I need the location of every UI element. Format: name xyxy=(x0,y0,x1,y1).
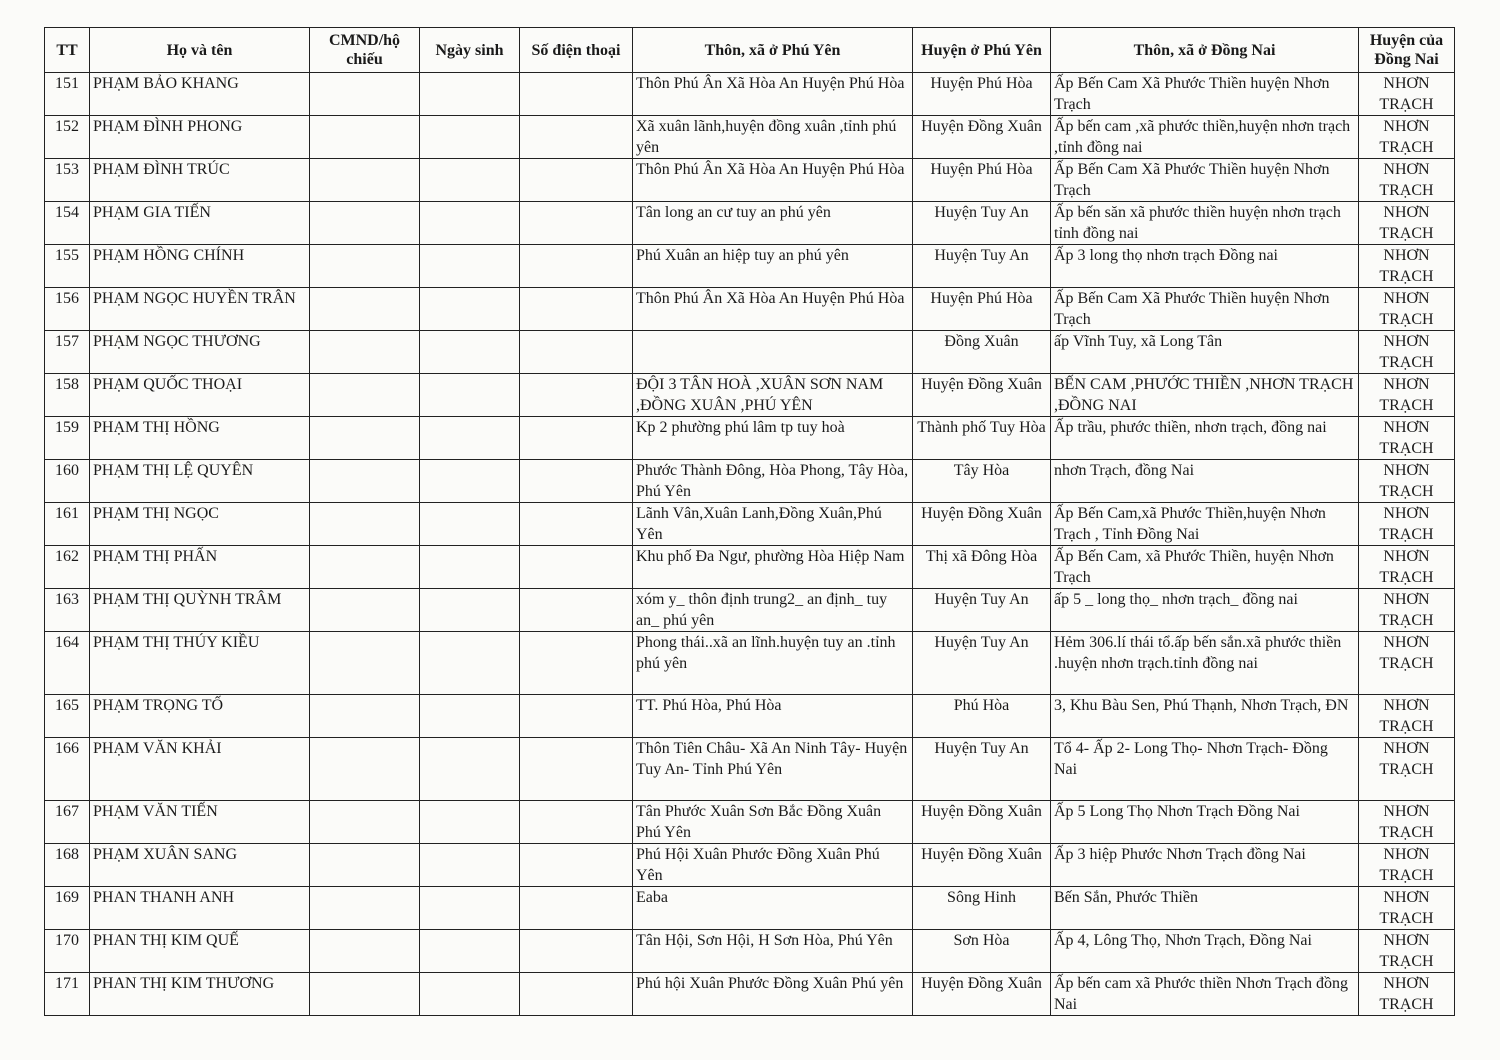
cell-phone-redacted xyxy=(520,887,633,930)
cell-tt: 171 xyxy=(45,973,90,1016)
header-py-address: Thôn, xã ở Phú Yên xyxy=(633,28,913,73)
cell-id-redacted xyxy=(310,546,420,589)
table-row xyxy=(45,844,1455,887)
table-row xyxy=(45,589,1455,632)
cell-phone-redacted xyxy=(520,844,633,887)
cell-tt: 161 xyxy=(45,503,90,546)
cell-py-address: Phước Thành Đông, Hòa Phong, Tây Hòa, Phú Yên xyxy=(633,460,913,503)
cell-dn-district: NHƠN TRẠCH xyxy=(1359,374,1455,417)
cell-phone-redacted xyxy=(520,331,633,374)
cell-phone-redacted xyxy=(520,503,633,546)
cell-dn-district: NHƠN TRẠCH xyxy=(1359,331,1455,374)
cell-name: PHẠM THỊ HỒNG xyxy=(90,417,310,460)
cell-dob-redacted xyxy=(420,738,520,801)
cell-name: PHẠM GIA TIẾN xyxy=(90,202,310,245)
cell-dn-address: Ấp 5 Long Thọ Nhơn Trạch Đồng Nai xyxy=(1051,801,1359,844)
cell-name: PHẠM THỊ NGỌC xyxy=(90,503,310,546)
cell-py-address: Thôn Phú Ân Xã Hòa An Huyện Phú Hòa xyxy=(633,73,913,116)
table-row xyxy=(45,288,1455,331)
cell-dn-district: NHƠN TRẠCH xyxy=(1359,417,1455,460)
table-row xyxy=(45,930,1455,973)
cell-py-address: Thôn Phú Ân Xã Hòa An Huyện Phú Hòa xyxy=(633,159,913,202)
cell-py-district: Huyện Tuy An xyxy=(913,589,1051,632)
cell-dob-redacted xyxy=(420,632,520,695)
cell-id-redacted xyxy=(310,73,420,116)
cell-id-redacted xyxy=(310,374,420,417)
cell-py-address: Thôn Tiên Châu- Xã An Ninh Tây- Huyện Tuy An- Tỉnh Phú Yên xyxy=(633,738,913,801)
cell-dob-redacted xyxy=(420,930,520,973)
cell-phone-redacted xyxy=(520,695,633,738)
cell-phone-redacted xyxy=(520,738,633,801)
cell-dn-address: Hẻm 306.lí thái tổ.ấp bến sắn.xã phước thiền .huyện nhơn trạch.tỉnh đồng nai xyxy=(1051,632,1359,695)
cell-phone-redacted xyxy=(520,589,633,632)
table-row xyxy=(45,245,1455,288)
cell-dn-district: NHƠN TRẠCH xyxy=(1359,589,1455,632)
cell-dob-redacted xyxy=(420,973,520,1016)
cell-py-address: Eaba xyxy=(633,887,913,930)
header-tt: TT xyxy=(45,28,90,73)
cell-py-district: Huyện Tuy An xyxy=(913,632,1051,695)
cell-name: PHẠM VĂN TIẾN xyxy=(90,801,310,844)
cell-phone-redacted xyxy=(520,73,633,116)
cell-id-redacted xyxy=(310,288,420,331)
cell-tt: 153 xyxy=(45,159,90,202)
table-row xyxy=(45,632,1455,695)
cell-dob-redacted xyxy=(420,417,520,460)
cell-phone-redacted xyxy=(520,159,633,202)
cell-dn-district: NHƠN TRẠCH xyxy=(1359,844,1455,887)
cell-name: PHẠM THỊ PHẤN xyxy=(90,546,310,589)
cell-tt: 152 xyxy=(45,116,90,159)
cell-dob-redacted xyxy=(420,546,520,589)
cell-dob-redacted xyxy=(420,288,520,331)
cell-dn-district: NHƠN TRẠCH xyxy=(1359,546,1455,589)
cell-py-district: Sông Hinh xyxy=(913,887,1051,930)
cell-tt: 158 xyxy=(45,374,90,417)
cell-name: PHẠM THỊ THÚY KIỀU xyxy=(90,632,310,695)
cell-py-district: Đồng Xuân xyxy=(913,331,1051,374)
cell-dn-address: BẾN CAM ,PHƯỚC THIỀN ,NHƠN TRẠCH ,ĐỒNG NAI xyxy=(1051,374,1359,417)
cell-py-address: Phong thái..xã an lĩnh.huyện tuy an .tỉnh phú yên xyxy=(633,632,913,695)
cell-dn-address: Ấp 4, Lông Thọ, Nhơn Trạch, Đồng Nai xyxy=(1051,930,1359,973)
cell-phone-redacted xyxy=(520,930,633,973)
cell-dob-redacted xyxy=(420,460,520,503)
cell-id-redacted xyxy=(310,632,420,695)
cell-py-district: Huyện Phú Hòa xyxy=(913,288,1051,331)
cell-phone-redacted xyxy=(520,546,633,589)
cell-py-address: Tân Phước Xuân Sơn Bắc Đồng Xuân Phú Yên xyxy=(633,801,913,844)
cell-py-address: Phú hội Xuân Phước Đồng Xuân Phú yên xyxy=(633,973,913,1016)
cell-phone-redacted xyxy=(520,973,633,1016)
cell-name: PHAN THỊ KIM QUẾ xyxy=(90,930,310,973)
cell-py-district: Sơn Hòa xyxy=(913,930,1051,973)
cell-py-address: Lãnh Vân,Xuân Lanh,Đồng Xuân,Phú Yên xyxy=(633,503,913,546)
cell-id-redacted xyxy=(310,417,420,460)
cell-dn-address: 3, Khu Bàu Sen, Phú Thạnh, Nhơn Trạch, ĐN xyxy=(1051,695,1359,738)
cell-dn-address: Ấp bến cam ,xã phước thiền,huyện nhơn trạch ,tỉnh đồng nai xyxy=(1051,116,1359,159)
cell-dn-address: Ấp Bến Cam Xã Phước Thiền huyện Nhơn Trạch xyxy=(1051,288,1359,331)
cell-name: PHẠM THỊ LỆ QUYÊN xyxy=(90,460,310,503)
cell-phone-redacted xyxy=(520,288,633,331)
table-header xyxy=(45,28,1455,73)
cell-name: PHAN THỊ KIM THƯƠNG xyxy=(90,973,310,1016)
cell-tt: 156 xyxy=(45,288,90,331)
cell-py-district: Huyện Đồng Xuân xyxy=(913,973,1051,1016)
cell-py-address: Kp 2 phường phú lâm tp tuy hoà xyxy=(633,417,913,460)
header-dob: Ngày sinh xyxy=(420,28,520,73)
table-body xyxy=(45,73,1455,1016)
header-py-district: Huyện ở Phú Yên xyxy=(913,28,1051,73)
cell-id-redacted xyxy=(310,460,420,503)
table-row xyxy=(45,374,1455,417)
cell-dn-district: NHƠN TRẠCH xyxy=(1359,887,1455,930)
cell-phone-redacted xyxy=(520,417,633,460)
cell-dn-district: NHƠN TRẠCH xyxy=(1359,632,1455,695)
cell-name: PHẠM NGỌC THƯƠNG xyxy=(90,331,310,374)
cell-py-district: Huyện Đồng Xuân xyxy=(913,801,1051,844)
cell-tt: 169 xyxy=(45,887,90,930)
header-dn-district: Huyện của Đồng Nai xyxy=(1359,28,1455,73)
cell-py-district: Huyện Tuy An xyxy=(913,245,1051,288)
cell-id-redacted xyxy=(310,202,420,245)
table-row xyxy=(45,159,1455,202)
cell-py-address: Tân long an cư tuy an phú yên xyxy=(633,202,913,245)
cell-id-redacted xyxy=(310,930,420,973)
cell-dn-address: ấp 5 _ long thọ_ nhơn trạch_ đồng nai xyxy=(1051,589,1359,632)
cell-dn-address: Ấp Bến Cam, xã Phước Thiền, huyện Nhơn Trạch xyxy=(1051,546,1359,589)
table-row xyxy=(45,887,1455,930)
table-row xyxy=(45,503,1455,546)
cell-py-address: Thôn Phú Ân Xã Hòa An Huyện Phú Hòa xyxy=(633,288,913,331)
cell-tt: 168 xyxy=(45,844,90,887)
cell-py-district: Huyện Đồng Xuân xyxy=(913,503,1051,546)
cell-dn-address: Ấp 3 hiệp Phước Nhơn Trạch đồng Nai xyxy=(1051,844,1359,887)
header-name: Họ và tên xyxy=(90,28,310,73)
cell-name: PHẠM THỊ QUỲNH TRÂM xyxy=(90,589,310,632)
cell-dn-district: NHƠN TRẠCH xyxy=(1359,245,1455,288)
table-row xyxy=(45,801,1455,844)
cell-dn-district: NHƠN TRẠCH xyxy=(1359,738,1455,801)
cell-dn-address: Ấp bến cam xã Phước thiền Nhơn Trạch đồng Nai xyxy=(1051,973,1359,1016)
cell-dn-district: NHƠN TRẠCH xyxy=(1359,801,1455,844)
cell-dob-redacted xyxy=(420,801,520,844)
resident-list-table xyxy=(44,27,1455,1016)
table-row xyxy=(45,973,1455,1016)
cell-tt: 166 xyxy=(45,738,90,801)
table-row xyxy=(45,116,1455,159)
cell-id-redacted xyxy=(310,801,420,844)
cell-phone-redacted xyxy=(520,801,633,844)
cell-dn-address: nhơn Trạch, đồng Nai xyxy=(1051,460,1359,503)
cell-dn-district: NHƠN TRẠCH xyxy=(1359,159,1455,202)
cell-dob-redacted xyxy=(420,695,520,738)
cell-dn-address: Ấp Bến Cam Xã Phước Thiền huyện Nhơn Trạch xyxy=(1051,73,1359,116)
cell-tt: 151 xyxy=(45,73,90,116)
cell-py-address xyxy=(633,331,913,374)
cell-py-address: Phú Xuân an hiệp tuy an phú yên xyxy=(633,245,913,288)
cell-name: PHẠM ĐÌNH PHONG xyxy=(90,116,310,159)
cell-py-address: Tân Hội, Sơn Hội, H Sơn Hòa, Phú Yên xyxy=(633,930,913,973)
cell-tt: 167 xyxy=(45,801,90,844)
cell-dn-district: NHƠN TRẠCH xyxy=(1359,288,1455,331)
cell-id-redacted xyxy=(310,738,420,801)
cell-py-address: Phú Hội Xuân Phước Đồng Xuân Phú Yên xyxy=(633,844,913,887)
cell-tt: 165 xyxy=(45,695,90,738)
table-row xyxy=(45,331,1455,374)
cell-dob-redacted xyxy=(420,887,520,930)
cell-tt: 160 xyxy=(45,460,90,503)
cell-dn-district: NHƠN TRẠCH xyxy=(1359,695,1455,738)
cell-name: PHẠM NGỌC HUYỀN TRÂN xyxy=(90,288,310,331)
cell-tt: 154 xyxy=(45,202,90,245)
table-row xyxy=(45,738,1455,801)
cell-tt: 159 xyxy=(45,417,90,460)
cell-dn-district: NHƠN TRẠCH xyxy=(1359,116,1455,159)
cell-phone-redacted xyxy=(520,245,633,288)
cell-dn-district: NHƠN TRẠCH xyxy=(1359,930,1455,973)
cell-tt: 164 xyxy=(45,632,90,695)
cell-tt: 163 xyxy=(45,589,90,632)
cell-dn-address: Ấp trầu, phước thiền, nhơn trạch, đồng nai xyxy=(1051,417,1359,460)
cell-id-redacted xyxy=(310,887,420,930)
cell-dn-address: Ấp Bến Cam,xã Phước Thiền,huyện Nhơn Trạch , Tỉnh Đồng Nai xyxy=(1051,503,1359,546)
cell-py-address: ĐỘI 3 TÂN HOÀ ,XUÂN SƠN NAM ,ĐỒNG XUÂN ,PHÚ YÊN xyxy=(633,374,913,417)
cell-py-address: Xã xuân lãnh,huyện đồng xuân ,tỉnh phú yên xyxy=(633,116,913,159)
cell-dn-address: Ấp bến săn xã phước thiền huyện nhơn trạch tỉnh đồng nai xyxy=(1051,202,1359,245)
cell-phone-redacted xyxy=(520,460,633,503)
table-row xyxy=(45,73,1455,116)
cell-py-district: Tây Hòa xyxy=(913,460,1051,503)
cell-dn-address: Tổ 4- Ấp 2- Long Thọ- Nhơn Trạch- Đồng Nai xyxy=(1051,738,1359,801)
cell-name: PHẠM QUỐC THOẠI xyxy=(90,374,310,417)
table-row xyxy=(45,202,1455,245)
cell-tt: 162 xyxy=(45,546,90,589)
cell-py-district: Huyện Đồng Xuân xyxy=(913,116,1051,159)
cell-tt: 157 xyxy=(45,331,90,374)
table-row xyxy=(45,546,1455,589)
cell-py-district: Huyện Phú Hòa xyxy=(913,73,1051,116)
cell-py-address: Khu phố Đa Ngư, phường Hòa Hiệp Nam xyxy=(633,546,913,589)
header-phone: Số điện thoại xyxy=(520,28,633,73)
table-row xyxy=(45,460,1455,503)
cell-py-district: Thị xã Đông Hòa xyxy=(913,546,1051,589)
cell-name: PHẠM ĐÌNH TRÚC xyxy=(90,159,310,202)
cell-dob-redacted xyxy=(420,844,520,887)
cell-dn-address: Ấp Bến Cam Xã Phước Thiền huyện Nhơn Trạch xyxy=(1051,159,1359,202)
cell-dn-district: NHƠN TRẠCH xyxy=(1359,202,1455,245)
table-row xyxy=(45,417,1455,460)
cell-id-redacted xyxy=(310,331,420,374)
cell-dob-redacted xyxy=(420,159,520,202)
cell-dn-address: Ấp 3 long thọ nhơn trạch Đồng nai xyxy=(1051,245,1359,288)
cell-dn-district: NHƠN TRẠCH xyxy=(1359,460,1455,503)
header-id: CMND/hộ chiếu xyxy=(310,28,420,73)
cell-dob-redacted xyxy=(420,202,520,245)
cell-id-redacted xyxy=(310,973,420,1016)
cell-py-address: TT. Phú Hòa, Phú Hòa xyxy=(633,695,913,738)
cell-py-address: xóm y_ thôn định trung2_ an định_ tuy an_ phú yên xyxy=(633,589,913,632)
cell-phone-redacted xyxy=(520,202,633,245)
cell-py-district: Thành phố Tuy Hòa xyxy=(913,417,1051,460)
cell-dn-address: Bến Sắn, Phước Thiền xyxy=(1051,887,1359,930)
cell-name: PHẠM TRỌNG TỐ xyxy=(90,695,310,738)
cell-dob-redacted xyxy=(420,116,520,159)
cell-dn-district: NHƠN TRẠCH xyxy=(1359,973,1455,1016)
cell-dn-district: NHƠN TRẠCH xyxy=(1359,73,1455,116)
cell-dob-redacted xyxy=(420,374,520,417)
header-dn-address: Thôn, xã ở Đồng Nai xyxy=(1051,28,1359,73)
cell-id-redacted xyxy=(310,589,420,632)
cell-name: PHẠM HỒNG CHÍNH xyxy=(90,245,310,288)
cell-id-redacted xyxy=(310,695,420,738)
cell-py-district: Huyện Phú Hòa xyxy=(913,159,1051,202)
cell-py-district: Huyện Tuy An xyxy=(913,202,1051,245)
cell-dob-redacted xyxy=(420,245,520,288)
cell-dob-redacted xyxy=(420,73,520,116)
cell-id-redacted xyxy=(310,844,420,887)
cell-name: PHẠM BẢO KHANG xyxy=(90,73,310,116)
cell-phone-redacted xyxy=(520,632,633,695)
cell-name: PHẠM XUÂN SANG xyxy=(90,844,310,887)
cell-tt: 155 xyxy=(45,245,90,288)
table-row xyxy=(45,695,1455,738)
cell-dob-redacted xyxy=(420,503,520,546)
cell-dob-redacted xyxy=(420,589,520,632)
cell-py-district: Phú Hòa xyxy=(913,695,1051,738)
cell-py-district: Huyện Đồng Xuân xyxy=(913,374,1051,417)
cell-phone-redacted xyxy=(520,374,633,417)
cell-tt: 170 xyxy=(45,930,90,973)
cell-id-redacted xyxy=(310,159,420,202)
cell-id-redacted xyxy=(310,116,420,159)
cell-name: PHẠM VĂN KHẢI xyxy=(90,738,310,801)
cell-py-district: Huyện Tuy An xyxy=(913,738,1051,801)
cell-dob-redacted xyxy=(420,331,520,374)
cell-dn-address: ấp Vĩnh Tuy, xã Long Tân xyxy=(1051,331,1359,374)
cell-name: PHAN THANH ANH xyxy=(90,887,310,930)
cell-phone-redacted xyxy=(520,116,633,159)
cell-id-redacted xyxy=(310,503,420,546)
cell-py-district: Huyện Đồng Xuân xyxy=(913,844,1051,887)
cell-dn-district: NHƠN TRẠCH xyxy=(1359,503,1455,546)
cell-id-redacted xyxy=(310,245,420,288)
